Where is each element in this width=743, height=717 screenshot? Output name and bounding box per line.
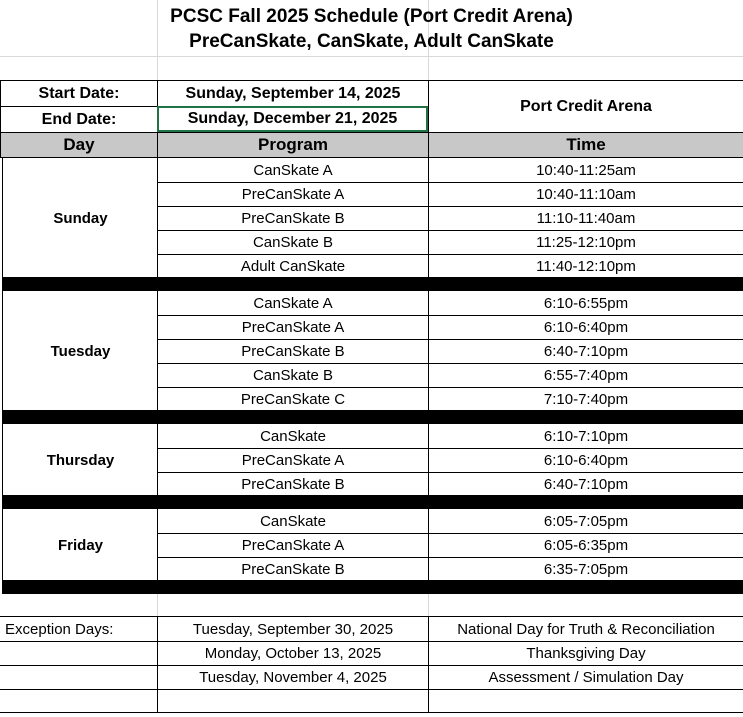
empty-cell <box>428 690 743 712</box>
schedule-row <box>0 363 743 387</box>
program-cell: PreCanSkate B <box>157 206 428 230</box>
time-cell: 11:10-11:40am <box>428 206 743 230</box>
schedule-row <box>0 158 743 182</box>
time-cell: 7:10-7:40pm <box>428 387 743 411</box>
schedule-row <box>0 339 743 363</box>
program-cell: CanSkate <box>157 509 428 533</box>
exception-date: Monday, October 13, 2025 <box>157 642 428 665</box>
schedule-row <box>0 557 743 581</box>
program-cell: PreCanSkate A <box>157 182 428 206</box>
exception-date: Tuesday, November 4, 2025 <box>157 666 428 689</box>
schedule-row <box>0 182 743 206</box>
program-cell: PreCanSkate B <box>157 557 428 581</box>
schedule-row <box>0 230 743 254</box>
exception-row <box>0 617 743 641</box>
start-date-label: Start Date: <box>0 80 157 106</box>
schedule-row <box>0 206 743 230</box>
schedule-row <box>0 533 743 557</box>
day-separator-bar <box>2 277 743 291</box>
program-cell: PreCanSkate B <box>157 472 428 496</box>
schedule-row <box>0 315 743 339</box>
day-cell-tuesday: Tuesday <box>2 291 158 411</box>
time-cell: 6:55-7:40pm <box>428 363 743 387</box>
header-time: Time <box>428 133 743 157</box>
end-date-label: End Date: <box>0 106 157 132</box>
time-cell: 10:40-11:25am <box>428 158 743 182</box>
schedule-row <box>0 254 743 278</box>
program-cell: CanSkate B <box>157 230 428 254</box>
time-cell: 6:10-7:10pm <box>428 424 743 448</box>
exception-row <box>0 641 743 665</box>
schedule-row <box>0 424 743 448</box>
time-cell: 10:40-11:10am <box>428 182 743 206</box>
time-cell: 6:35-7:05pm <box>428 557 743 581</box>
program-cell: Adult CanSkate <box>157 254 428 278</box>
schedule-row <box>0 509 743 533</box>
exception-reason: National Day for Truth & Reconciliation <box>428 617 743 641</box>
location-cell: Port Credit Arena <box>428 80 743 132</box>
day-separator-bar <box>2 580 743 594</box>
program-cell: CanSkate A <box>157 158 428 182</box>
day-separator-bar <box>2 410 743 424</box>
day-separator-bar <box>2 495 743 509</box>
header-day: Day <box>0 133 157 157</box>
schedule-row <box>0 387 743 411</box>
time-cell: 6:40-7:10pm <box>428 472 743 496</box>
time-cell: 6:05-7:05pm <box>428 509 743 533</box>
exception-days-label: Exception Days: <box>5 620 114 638</box>
schedule-row <box>0 448 743 472</box>
program-cell: PreCanSkate A <box>157 448 428 472</box>
day-cell-friday: Friday <box>2 509 158 581</box>
exception-row <box>0 665 743 689</box>
empty-row <box>0 689 743 713</box>
time-cell: 6:10-6:40pm <box>428 315 743 339</box>
exception-date: Tuesday, September 30, 2025 <box>157 617 428 641</box>
start-date-value[interactable]: Sunday, September 14, 2025 <box>157 80 428 106</box>
time-cell: 6:10-6:40pm <box>428 448 743 472</box>
program-cell: CanSkate A <box>157 291 428 315</box>
program-cell: CanSkate <box>157 424 428 448</box>
exception-reason: Assessment / Simulation Day <box>428 666 743 689</box>
sheet-title-line1: PCSC Fall 2025 Schedule (Port Credit Arena) <box>170 6 573 27</box>
program-cell: PreCanSkate C <box>157 387 428 411</box>
time-cell: 6:40-7:10pm <box>428 339 743 363</box>
time-cell: 6:10-6:55pm <box>428 291 743 315</box>
program-cell: PreCanSkate A <box>157 533 428 557</box>
program-cell: PreCanSkate B <box>157 339 428 363</box>
time-cell: 11:25-12:10pm <box>428 230 743 254</box>
day-cell-sunday: Sunday <box>2 158 158 278</box>
program-cell: CanSkate B <box>157 363 428 387</box>
header-program: Program <box>157 133 428 157</box>
end-date-value[interactable]: Sunday, December 21, 2025 <box>157 106 428 132</box>
sheet-title-line2: PreCanSkate, CanSkate, Adult CanSkate <box>189 31 554 52</box>
program-cell: PreCanSkate A <box>157 315 428 339</box>
schedule-row <box>0 291 743 315</box>
empty-cell <box>157 690 428 712</box>
time-cell: 11:40-12:10pm <box>428 254 743 278</box>
header-row <box>0 132 743 158</box>
day-cell-thursday: Thursday <box>2 424 158 496</box>
schedule-row <box>0 472 743 496</box>
time-cell: 6:05-6:35pm <box>428 533 743 557</box>
exception-reason: Thanksgiving Day <box>428 642 743 665</box>
